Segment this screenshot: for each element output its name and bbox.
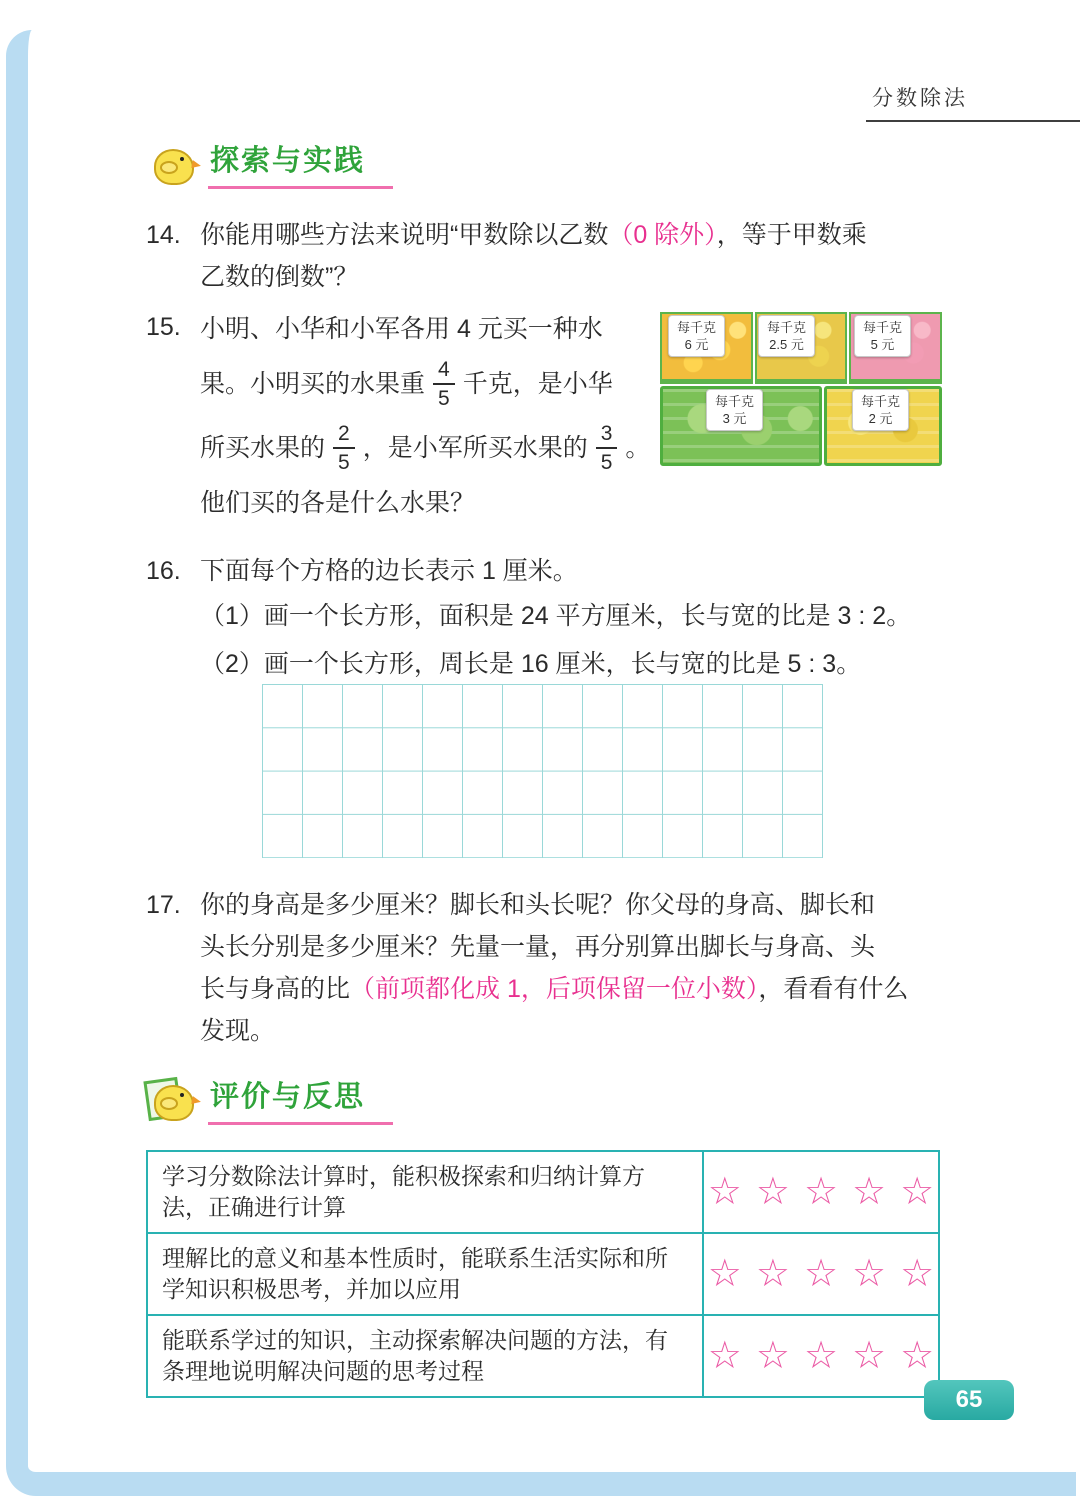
star-icon: ☆ (755, 1171, 790, 1213)
table-row (148, 1232, 938, 1314)
chick-beak-icon (191, 160, 201, 170)
price-tag-unit: 每千克 (767, 320, 807, 335)
fruit-stand-photo (660, 312, 942, 470)
question-15 (146, 306, 676, 526)
star-icon: ☆ (755, 1253, 790, 1295)
chapter-title: 分数除法 (872, 87, 968, 110)
question-17-line4: 发现。 (200, 1017, 276, 1045)
star-icon: ☆ (852, 1253, 887, 1295)
q15-line1-text: 小明、小华和小军各用 4 元买一种水 (200, 315, 603, 343)
price-tag-value: 6 元 (684, 337, 709, 352)
star-rating (704, 1316, 938, 1396)
fraction-4-5 (433, 359, 455, 409)
q14-seg1: 你能用哪些方法来说明“甲数除以乙数 (200, 221, 609, 249)
evaluation-criterion: 学习分数除法计算时，能积极探索和归纳计算方法，正确进行计算 (148, 1152, 704, 1232)
chick-eye-icon (180, 1093, 184, 1097)
question-17 (146, 884, 998, 1052)
q15-line4-text: 他们买的各是什么水果？ (200, 489, 476, 517)
price-tag-value: 3 元 (722, 411, 747, 426)
table-row (148, 1152, 938, 1232)
evaluation-criterion: 能联系学过的知识，主动探索解决问题的方法，有条理地说明解决问题的思考过程 (148, 1316, 704, 1396)
question-14-line1 (200, 214, 867, 256)
q14-seg2: ，等于甲数乘 (716, 221, 867, 249)
chick-wing-icon (160, 1097, 178, 1110)
fraction-2-5 (333, 423, 355, 473)
price-tag-5-yuan (854, 315, 911, 357)
star-icon: ☆ (852, 1171, 887, 1213)
price-tag-unit: 每千克 (715, 394, 755, 409)
q17-highlight: （前项都化成 1，后项保留一位小数） (350, 975, 759, 1003)
star-icon: ☆ (755, 1335, 790, 1377)
question-15-line4 (200, 480, 650, 526)
price-tag-value: 2.5 元 (769, 337, 804, 352)
question-16-number: 16. (146, 557, 181, 585)
price-tag-2-yuan (852, 389, 909, 431)
page-number-badge (924, 1380, 1014, 1420)
chapter-header (866, 82, 1080, 122)
star-icon: ☆ (900, 1171, 935, 1213)
section-header-evaluate (146, 1074, 393, 1125)
star-rating (704, 1152, 938, 1232)
question-14 (146, 214, 991, 298)
question-14-line2: 乙数的倒数”？ (200, 263, 359, 291)
q15-line3b: ，是小军所买水果的 (362, 434, 588, 462)
fraction-denominator: 5 (600, 451, 613, 474)
fraction-numerator: 4 (433, 359, 455, 385)
q15-line3a: 所买水果的 (200, 434, 326, 462)
q14-highlight: （0 除外） (608, 221, 717, 249)
star-icon: ☆ (707, 1253, 742, 1295)
question-14-text (200, 214, 867, 298)
fraction-numerator: 2 (333, 423, 355, 449)
star-icon: ☆ (707, 1335, 742, 1377)
question-15-line3 (200, 416, 650, 480)
price-tag-unit: 每千克 (861, 394, 901, 409)
star-icon: ☆ (852, 1335, 887, 1377)
question-16-item1: （1）画一个长方形，面积是 24 平方厘米，长与宽的比是 3 : 2。 (200, 602, 912, 630)
q17-line3b: ，看看有什么 (758, 975, 909, 1003)
question-14-number: 14. (146, 221, 181, 249)
question-15-line2 (200, 352, 650, 416)
star-icon: ☆ (707, 1171, 742, 1213)
star-icon: ☆ (803, 1335, 839, 1377)
price-tag-2-5-yuan (758, 315, 815, 357)
star-rating (704, 1234, 938, 1314)
q17-line3a: 长与身高的比 (200, 975, 351, 1003)
question-17-line2: 头长分别是多少厘米？先量一量，再分别算出脚长与身高、头 (200, 933, 876, 961)
chick-beak-icon (191, 1096, 201, 1106)
fraction-denominator: 5 (338, 451, 350, 474)
star-icon: ☆ (900, 1253, 935, 1295)
question-15-number: 15. (146, 313, 181, 341)
section-title-evaluate: 评价与反思 (208, 1074, 393, 1125)
question-15-line1 (200, 306, 650, 352)
price-tag-value: 2 元 (868, 411, 893, 426)
q15-line2b: 千克，是小华 (462, 370, 613, 398)
chick-mascot-icon (146, 141, 200, 189)
price-tag-value: 5 元 (870, 337, 895, 352)
q15-line3c: 。 (625, 434, 651, 462)
question-17-line3 (200, 968, 908, 1010)
drawing-grid (262, 684, 823, 858)
star-icon: ☆ (900, 1335, 935, 1377)
price-tag-6-yuan (668, 315, 725, 357)
page-number: 65 (955, 1386, 983, 1413)
section-header-explore (146, 138, 393, 189)
evaluation-criterion: 理解比的意义和基本性质时，能联系生活实际和所学知识积极思考，并加以应用 (148, 1234, 704, 1314)
question-16 (146, 550, 991, 688)
question-16-item2: （2）画一个长方形，周长是 16 厘米，长与宽的比是 5 : 3。 (200, 650, 862, 678)
question-17-text (200, 884, 908, 1052)
fraction-3-5 (596, 423, 618, 473)
question-16-intro: 下面每个方格的边长表示 1 厘米。 (200, 557, 578, 585)
price-tag-3-yuan (706, 389, 763, 431)
chick-eye-icon (180, 157, 184, 161)
price-tag-unit: 每千克 (863, 320, 903, 335)
question-17-line1: 你的身高是多少厘米？脚长和头长呢？你父母的身高、脚长和 (200, 891, 876, 919)
chick-with-easel-icon (146, 1077, 200, 1125)
fraction-numerator: 3 (596, 423, 618, 449)
evaluation-table (146, 1150, 940, 1398)
price-tag-unit: 每千克 (677, 320, 717, 335)
star-icon: ☆ (803, 1171, 839, 1213)
star-icon: ☆ (803, 1253, 839, 1295)
table-row (148, 1314, 938, 1396)
fraction-denominator: 5 (438, 387, 450, 410)
q15-line2a: 果。小明买的水果重 (200, 370, 426, 398)
question-17-number: 17. (146, 891, 181, 919)
section-title-explore: 探索与实践 (208, 138, 393, 189)
question-15-text (200, 306, 650, 526)
chick-wing-icon (160, 161, 178, 174)
